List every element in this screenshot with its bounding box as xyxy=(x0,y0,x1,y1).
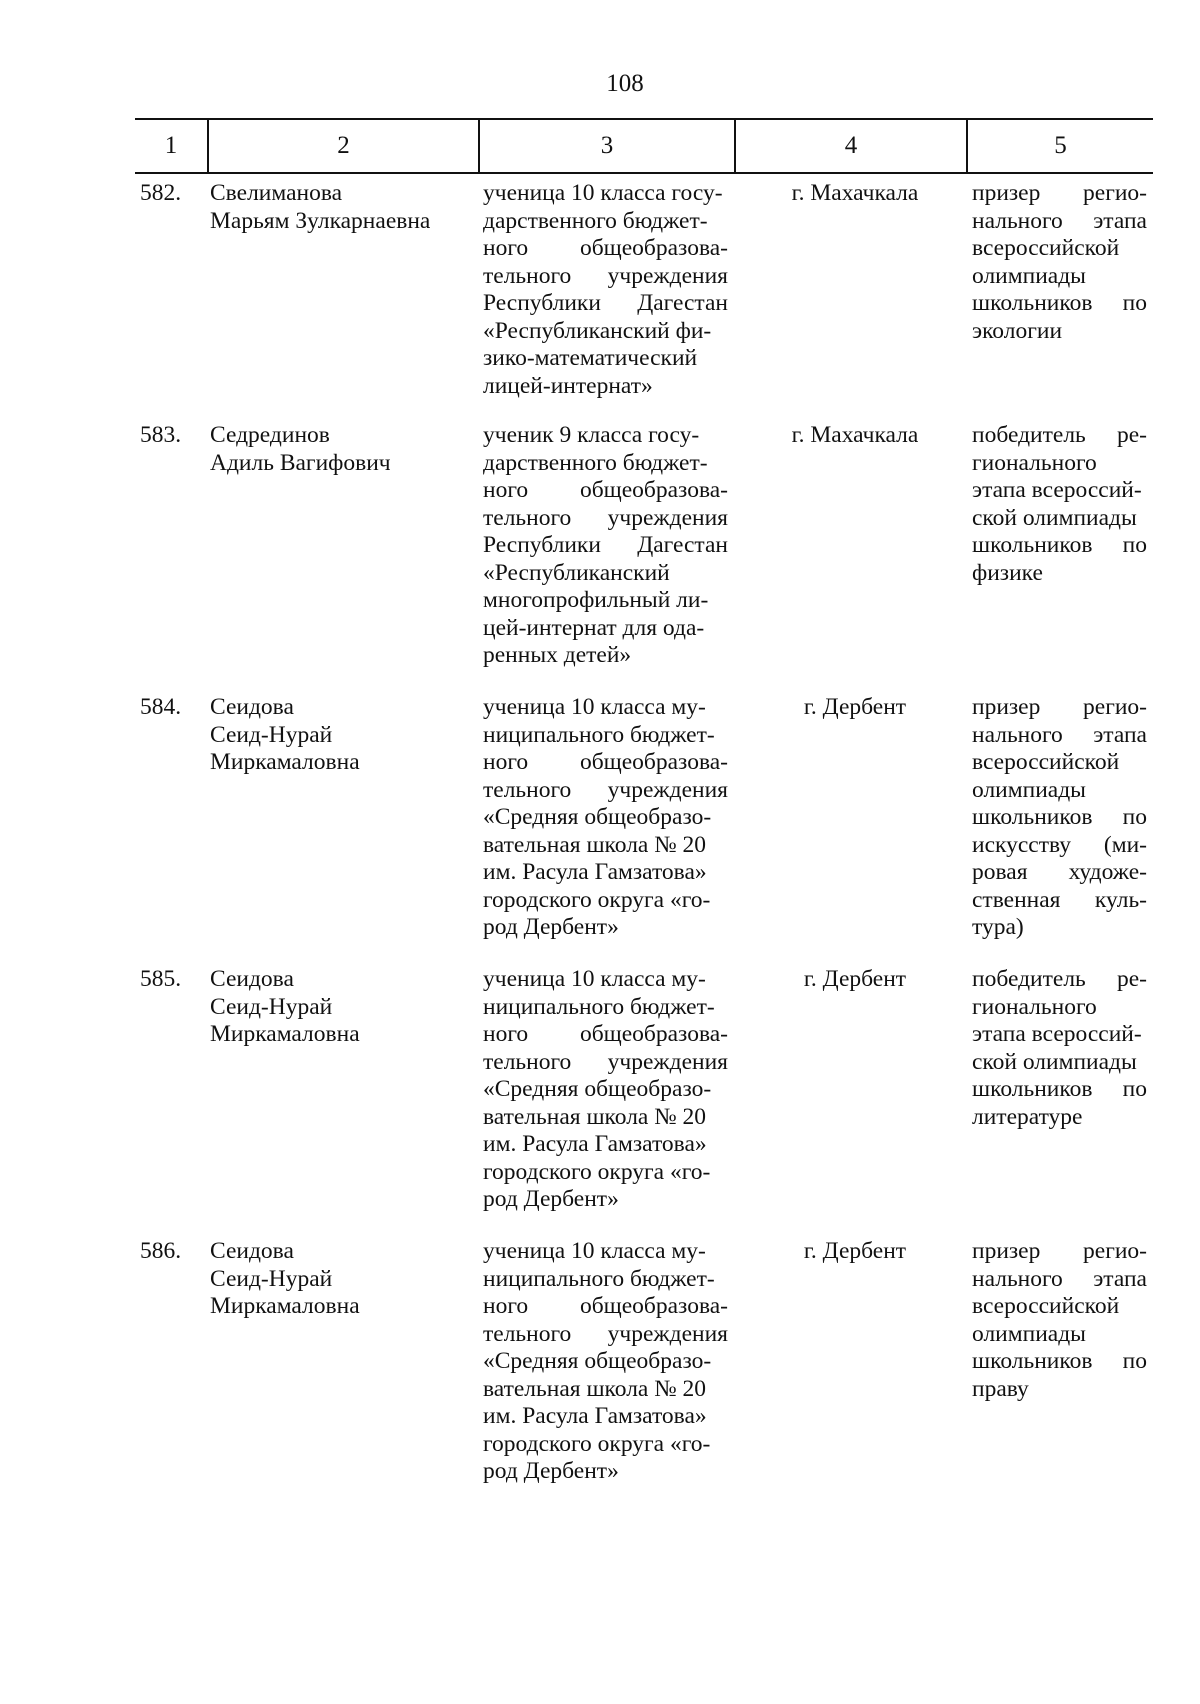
award-line xyxy=(972,235,1147,263)
description-line xyxy=(483,777,728,805)
award-line xyxy=(972,914,1147,942)
award-line xyxy=(972,966,1147,994)
text-fragment: этапа xyxy=(1093,1265,1147,1292)
school-description xyxy=(483,966,728,1214)
description-line xyxy=(483,1238,728,1266)
description-line xyxy=(483,749,728,777)
text-fragment: «Средняя общеобразо- xyxy=(483,804,712,830)
text-fragment: общеобразова- xyxy=(579,749,728,775)
text-fragment: общеобразова- xyxy=(579,1021,728,1047)
description-line xyxy=(483,422,728,450)
award-line xyxy=(972,887,1147,915)
text-fragment: Республики xyxy=(483,532,601,558)
header-col-3: 3 xyxy=(478,120,734,172)
description-line xyxy=(483,1021,728,1049)
city: г. Махачкала xyxy=(791,422,919,448)
text-fragment: городского округа «го- xyxy=(483,886,711,913)
award-line xyxy=(972,1348,1147,1376)
description-line xyxy=(483,887,728,915)
description-line xyxy=(483,345,728,373)
text-fragment: цей-интернат для ода- xyxy=(483,614,705,641)
name-line: Марьям Зулкарнаевна xyxy=(210,207,431,234)
text-fragment: городского округа «го- xyxy=(483,1158,711,1185)
text-fragment: ниципального бюджет- xyxy=(483,1265,715,1292)
city: г. Дербент xyxy=(803,694,907,720)
description-line xyxy=(483,318,728,346)
text-fragment: им. Расула Гамзатова» xyxy=(483,1403,707,1429)
description-line xyxy=(483,914,728,942)
row-number: 585. xyxy=(140,966,182,992)
text-fragment: ученица 10 класса му- xyxy=(483,966,706,992)
text-fragment: праву xyxy=(972,1375,1029,1402)
text-fragment: тельного xyxy=(483,1320,572,1347)
text-fragment: дарственного бюджет- xyxy=(483,449,708,476)
person-name xyxy=(210,180,480,235)
award-line xyxy=(972,1049,1147,1077)
name-line: Свелиманова xyxy=(210,180,343,206)
text-fragment: учреждения xyxy=(607,1048,728,1075)
person-name xyxy=(210,422,480,477)
description-line xyxy=(483,1348,728,1376)
description-line xyxy=(483,477,728,505)
row-number: 583. xyxy=(140,422,182,448)
text-fragment: по xyxy=(1122,1348,1147,1374)
description-line xyxy=(483,642,728,670)
text-fragment: род Дербент» xyxy=(483,914,619,940)
description-line xyxy=(483,1403,728,1431)
text-fragment: регио- xyxy=(1083,694,1147,720)
description-line xyxy=(483,832,728,860)
description-line xyxy=(483,966,728,994)
text-fragment: им. Расула Гамзатова» xyxy=(483,1131,707,1157)
description-line xyxy=(483,373,728,401)
award-line xyxy=(972,180,1147,208)
text-fragment: ного xyxy=(483,1021,529,1047)
description-line xyxy=(483,505,728,533)
text-fragment: учреждения xyxy=(607,1320,728,1347)
award-line xyxy=(972,477,1147,505)
award-line xyxy=(972,859,1147,887)
text-fragment: им. Расула Гамзатова» xyxy=(483,859,707,885)
text-fragment: этапа xyxy=(1093,721,1147,748)
award-line xyxy=(972,1293,1147,1321)
text-fragment: тельного xyxy=(483,1048,572,1075)
name-line: Сеидова xyxy=(210,694,294,720)
text-fragment: ученик 9 класса госу- xyxy=(483,422,700,448)
table-header xyxy=(135,118,1153,174)
text-fragment: олимпиады xyxy=(972,776,1086,803)
award-description xyxy=(972,966,1147,1131)
text-fragment: «Республиканский xyxy=(483,559,670,586)
text-fragment: победитель xyxy=(972,422,1086,448)
award-line xyxy=(972,749,1147,777)
text-fragment: род Дербент» xyxy=(483,1458,619,1484)
award-line xyxy=(972,208,1147,236)
description-line xyxy=(483,450,728,478)
text-fragment: Республики xyxy=(483,290,601,316)
award-line xyxy=(972,263,1147,291)
text-fragment: олимпиады xyxy=(972,262,1086,289)
person-name xyxy=(210,1238,480,1321)
text-fragment: этапа всероссий- xyxy=(972,1021,1142,1047)
text-fragment: общеобразова- xyxy=(579,1293,728,1319)
text-fragment: ученица 10 класса госу- xyxy=(483,180,723,206)
award-line xyxy=(972,804,1147,832)
award-line xyxy=(972,1321,1147,1349)
text-fragment: победитель xyxy=(972,966,1086,992)
text-fragment: школьников xyxy=(972,1076,1093,1102)
description-line xyxy=(483,1049,728,1077)
text-fragment: школьников xyxy=(972,1348,1093,1374)
text-fragment: ного xyxy=(483,1293,529,1319)
text-fragment: по xyxy=(1122,804,1147,830)
text-fragment: регио- xyxy=(1083,1238,1147,1264)
name-line: Сеид-Нурай xyxy=(210,993,333,1020)
text-fragment: ренных детей» xyxy=(483,642,632,668)
text-fragment: «Средняя общеобразо- xyxy=(483,1076,712,1102)
text-fragment: по xyxy=(1122,532,1147,558)
description-line xyxy=(483,1321,728,1349)
description-line xyxy=(483,1293,728,1321)
award-line xyxy=(972,1238,1147,1266)
description-line xyxy=(483,1131,728,1159)
description-line xyxy=(483,560,728,588)
award-line xyxy=(972,532,1147,560)
description-line xyxy=(483,290,728,318)
text-fragment: гионального xyxy=(972,449,1097,476)
row-number: 586. xyxy=(140,1238,182,1264)
award-line xyxy=(972,994,1147,1022)
text-fragment: ственная xyxy=(972,886,1061,913)
text-fragment: по xyxy=(1122,290,1147,316)
text-fragment: всероссийской xyxy=(972,1293,1120,1319)
header-col-1: 1 xyxy=(164,132,178,159)
award-line xyxy=(972,1076,1147,1104)
award-line xyxy=(972,777,1147,805)
text-fragment: учреждения xyxy=(607,776,728,803)
row-number: 582. xyxy=(140,180,182,206)
text-fragment: ре- xyxy=(1116,422,1147,448)
award-line xyxy=(972,505,1147,533)
description-line xyxy=(483,587,728,615)
text-fragment: тельного xyxy=(483,504,572,531)
award-line xyxy=(972,1266,1147,1294)
description-line xyxy=(483,615,728,643)
text-fragment: общеобразова- xyxy=(579,477,728,503)
row-number: 584. xyxy=(140,694,182,720)
award-line xyxy=(972,450,1147,478)
text-fragment: ской олимпиады xyxy=(972,1048,1137,1075)
text-fragment: Дагестан xyxy=(637,532,728,558)
text-fragment: общеобразова- xyxy=(579,235,728,261)
text-fragment: (ми- xyxy=(1103,831,1147,858)
header-col-2: 2 xyxy=(207,120,478,172)
header-col-4: 4 xyxy=(734,120,966,172)
description-line xyxy=(483,532,728,560)
text-fragment: ниципального бюджет- xyxy=(483,721,715,748)
text-fragment: Дагестан xyxy=(637,290,728,316)
award-line xyxy=(972,832,1147,860)
name-line: Миркамаловна xyxy=(210,1293,360,1319)
description-line xyxy=(483,859,728,887)
description-line xyxy=(483,1104,728,1132)
school-description xyxy=(483,694,728,942)
award-description xyxy=(972,1238,1147,1403)
description-line xyxy=(483,263,728,291)
text-fragment: учреждения xyxy=(607,262,728,289)
city: г. Махачкала xyxy=(791,180,919,206)
text-fragment: художе- xyxy=(1068,859,1147,885)
description-line xyxy=(483,1266,728,1294)
award-line xyxy=(972,1021,1147,1049)
person-name xyxy=(210,966,480,1049)
text-fragment: тура) xyxy=(972,914,1024,940)
text-fragment: всероссийской xyxy=(972,749,1120,775)
text-fragment: ре- xyxy=(1116,966,1147,992)
name-line: Миркамаловна xyxy=(210,1021,360,1047)
award-description xyxy=(972,422,1147,587)
text-fragment: ской олимпиады xyxy=(972,504,1137,531)
award-line xyxy=(972,318,1147,346)
page-number: 108 xyxy=(606,70,644,97)
text-fragment: ниципального бюджет- xyxy=(483,993,715,1020)
text-fragment: городского округа «го- xyxy=(483,1430,711,1457)
text-fragment: вательная школа № 20 xyxy=(483,1375,707,1402)
city: г. Дербент xyxy=(803,1238,907,1264)
text-fragment: куль- xyxy=(1094,886,1147,913)
description-line xyxy=(483,994,728,1022)
text-fragment: всероссийской xyxy=(972,235,1120,261)
award-line xyxy=(972,422,1147,450)
text-fragment: «Республиканский фи- xyxy=(483,317,712,344)
text-fragment: дарственного бюджет- xyxy=(483,207,708,234)
text-fragment: призер xyxy=(972,180,1041,206)
award-line xyxy=(972,560,1147,588)
description-line xyxy=(483,804,728,832)
text-fragment: ученица 10 класса му- xyxy=(483,694,706,720)
text-fragment: зико-математический xyxy=(483,345,698,371)
text-fragment: лицей-интернат» xyxy=(483,372,653,399)
text-fragment: нального xyxy=(972,721,1063,748)
award-line xyxy=(972,694,1147,722)
school-description xyxy=(483,422,728,670)
name-line: Сеид-Нурай xyxy=(210,1265,333,1292)
text-fragment: вательная школа № 20 xyxy=(483,831,707,858)
text-fragment: школьников xyxy=(972,532,1093,558)
person-name xyxy=(210,694,480,777)
text-fragment: ного xyxy=(483,235,529,261)
header-col-5: 5 xyxy=(966,120,1153,172)
description-line xyxy=(483,1186,728,1214)
award-line xyxy=(972,722,1147,750)
text-fragment: физике xyxy=(972,559,1043,586)
description-line xyxy=(483,235,728,263)
text-fragment: тельного xyxy=(483,262,572,289)
text-fragment: нального xyxy=(972,207,1063,234)
text-fragment: гионального xyxy=(972,993,1097,1020)
school-description xyxy=(483,180,728,400)
award-description xyxy=(972,180,1147,345)
name-line: Сеид-Нурай xyxy=(210,721,333,748)
text-fragment: этапа xyxy=(1093,207,1147,234)
description-line xyxy=(483,1458,728,1486)
description-line xyxy=(483,1159,728,1187)
text-fragment: учреждения xyxy=(607,504,728,531)
text-fragment: ученица 10 класса му- xyxy=(483,1238,706,1264)
text-fragment: призер xyxy=(972,694,1041,720)
school-description xyxy=(483,1238,728,1486)
description-line xyxy=(483,694,728,722)
award-line xyxy=(972,1104,1147,1132)
text-fragment: школьников xyxy=(972,290,1093,316)
name-line: Сеидова xyxy=(210,966,294,992)
description-line xyxy=(483,1431,728,1459)
name-line: Адиль Вагифович xyxy=(210,449,391,476)
text-fragment: искусству xyxy=(972,831,1072,858)
award-description xyxy=(972,694,1147,942)
text-fragment: этапа всероссий- xyxy=(972,477,1142,503)
text-fragment: «Средняя общеобразо- xyxy=(483,1348,712,1374)
text-fragment: нального xyxy=(972,1265,1063,1292)
text-fragment: призер xyxy=(972,1238,1041,1264)
name-line: Миркамаловна xyxy=(210,749,360,775)
description-line xyxy=(483,208,728,236)
text-fragment: ного xyxy=(483,749,529,775)
text-fragment: ровая xyxy=(972,859,1028,885)
text-fragment: род Дербент» xyxy=(483,1186,619,1212)
text-fragment: тельного xyxy=(483,776,572,803)
text-fragment: олимпиады xyxy=(972,1320,1086,1347)
text-fragment: ного xyxy=(483,477,529,503)
description-line xyxy=(483,722,728,750)
description-line xyxy=(483,180,728,208)
city: г. Дербент xyxy=(803,966,907,992)
text-fragment: школьников xyxy=(972,804,1093,830)
name-line: Седрединов xyxy=(210,422,330,448)
text-fragment: многопрофильный ли- xyxy=(483,587,709,613)
name-line: Сеидова xyxy=(210,1238,294,1264)
description-line xyxy=(483,1376,728,1404)
description-line xyxy=(483,1076,728,1104)
text-fragment: литературе xyxy=(972,1103,1083,1130)
award-line xyxy=(972,290,1147,318)
text-fragment: регио- xyxy=(1083,180,1147,206)
text-fragment: экологии xyxy=(972,317,1063,344)
text-fragment: вательная школа № 20 xyxy=(483,1103,707,1130)
text-fragment: по xyxy=(1122,1076,1147,1102)
award-line xyxy=(972,1376,1147,1404)
